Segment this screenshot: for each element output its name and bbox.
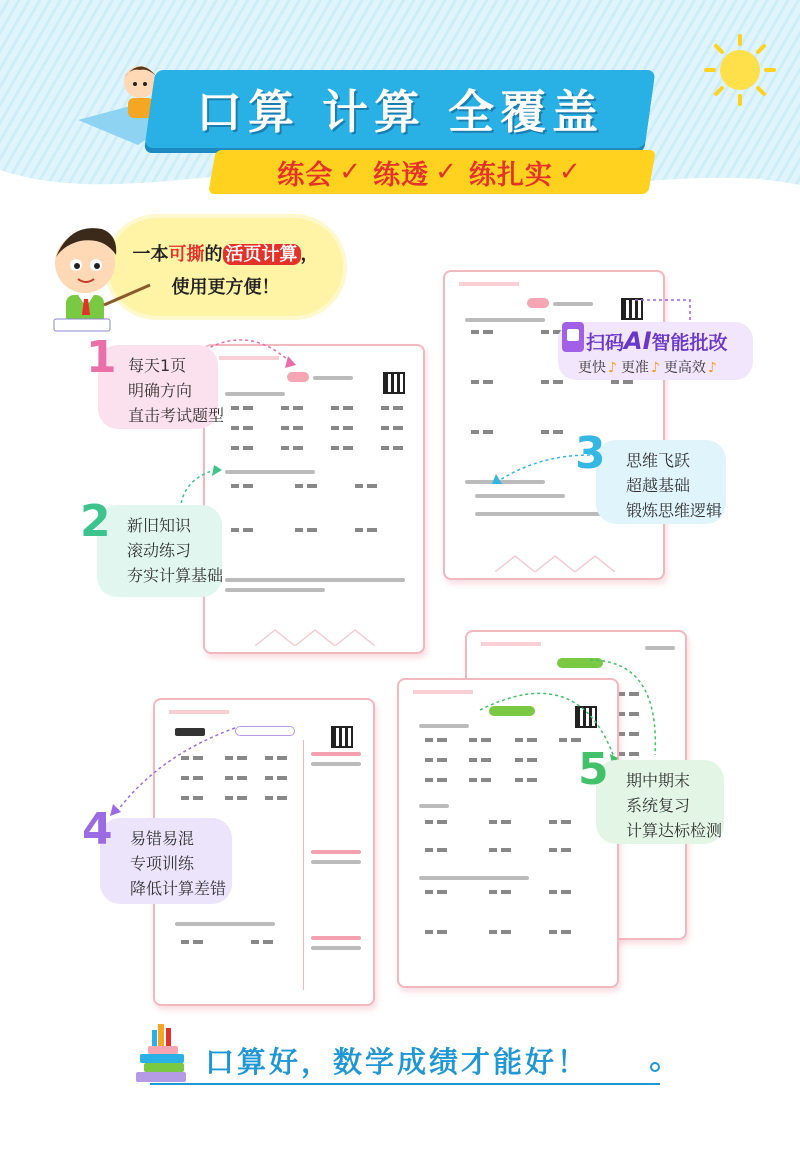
intro-highlight-pill: 活页计算 [223, 244, 301, 265]
feature-callout-3 [596, 440, 726, 524]
ai-benefits [578, 357, 721, 377]
feature-line: 每天1页 [128, 356, 187, 375]
feature-callout-2 [97, 505, 222, 597]
book-stack-icon [130, 1020, 200, 1090]
footer-slogan: 口算好，数学成绩才能好！ [205, 1045, 590, 1079]
feature-line: 夯实计算基础 [127, 566, 224, 585]
feature-line: 明确方向 [128, 381, 193, 400]
ai-scan-label: 扫码 [586, 332, 625, 354]
footer-underline [150, 1083, 660, 1085]
ai-grading-label: 智能批改 [651, 332, 728, 354]
feature-line: 计算达标检测 [626, 821, 723, 840]
feature-number-2: 2 [80, 496, 111, 547]
intro-highlight: 可撕 [168, 244, 205, 265]
ai-benefit: 更准 [620, 360, 649, 376]
check-icon: ✓ [435, 157, 457, 187]
feature-number-1: 1 [86, 332, 117, 383]
ai-logo: AI [624, 327, 652, 355]
feature-line: 系统复习 [626, 796, 691, 815]
tagline-item: 练扎实 [468, 159, 553, 191]
feature-callout-4 [100, 818, 232, 904]
intro-text: 一本 [132, 244, 169, 265]
leaf-icon: ♪ [707, 360, 717, 376]
leaf-icon: ♪ [650, 360, 660, 376]
tagline-item: 练会 [277, 159, 334, 191]
feature-callout-5 [596, 760, 724, 844]
footer-dot [650, 1062, 660, 1072]
feature-line: 降低计算差错 [130, 879, 227, 898]
feature-number-4: 4 [82, 804, 113, 855]
feature-line: 锻炼思维逻辑 [626, 501, 723, 520]
feature-line: 超越基础 [626, 476, 691, 495]
feature-line: 专项训练 [130, 854, 195, 873]
feature-line: 期中期末 [626, 771, 691, 790]
ai-benefit: 更快 [578, 360, 606, 376]
feature-line: 易错易混 [130, 829, 195, 848]
feature-line: 新旧知识 [127, 516, 192, 535]
feature-number-5: 5 [578, 744, 609, 795]
ai-grading-title [586, 327, 728, 355]
tagline-item: 练透 [373, 159, 430, 191]
page-title: 口算 计算 全覆盖 [195, 85, 605, 139]
feature-number-3: 3 [575, 428, 606, 479]
check-icon: ✓ [558, 157, 581, 187]
phone-scan-icon [562, 322, 584, 352]
check-icon: ✓ [339, 157, 362, 187]
feature-line: 直击考试题型 [128, 406, 225, 425]
intro-text: ， [300, 244, 319, 265]
intro-line-2: 使用更方便！ [171, 277, 280, 298]
leaf-icon: ♪ [608, 360, 617, 376]
intro-text: 的 [204, 244, 223, 265]
feature-line: 滚动练习 [127, 541, 192, 560]
ai-benefit: 更高效 [663, 360, 706, 376]
feature-line: 思维飞跃 [626, 451, 691, 470]
